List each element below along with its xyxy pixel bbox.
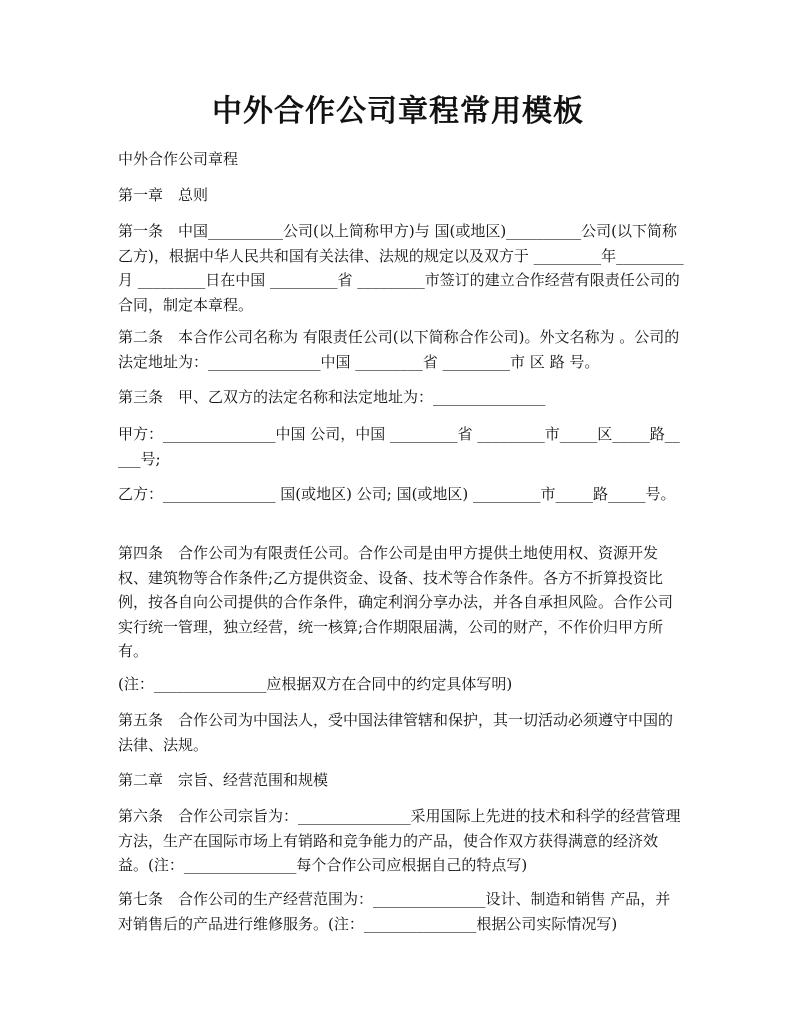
doc-heading: 中外合作公司章程 — [118, 150, 239, 168]
article-paragraph: 第三条 甲、乙双方的法定名称和法定地址为：_______________ — [118, 388, 546, 406]
party-b-paragraph: 乙方：_______________ 国(或地区) 公司; 国(或地区) _________市_____路_____号。 — [118, 485, 676, 503]
article-paragraph: 第二条 本合作公司名称为 有限责任公司(以下简称合作公司)。外文名称为 。公司的法定地址为：_______________中国 _________省 _________市 区 路 号。 — [118, 328, 680, 371]
article-paragraph: 第七条 合作公司的生产经营范围为：_______________设计、制造和销售 产品，并对销售后的产品进行维修服务。(注：_______________根据公司实际情况写) — [118, 890, 671, 933]
document-title: 中外合作公司章程常用模板 — [212, 94, 584, 129]
party-a-paragraph: 甲方：_______________中国 公司，中国 _________省 _________市_____区_____路_____号; — [118, 425, 680, 468]
article-paragraph: 第五条 合作公司为中国法人，受中国法律管辖和保护，其一切活动必须遵守中国的法律、法规。 — [118, 711, 674, 754]
article-paragraph: 第四条 合作公司为有限责任公司。合作公司是由甲方提供土地使用权、资源开发权、建筑物等合作条件;乙方提供资金、设备、技术等合作条件。各方不折算投资比例，按各自向公司提供的合作条件，确定利润分享办法，并各自承担风险。合作公司实行统一管理，独立经营，统一核算;合作期限届满，公司的财产，不作价归甲方所有。 — [118, 544, 674, 660]
chapter-heading: 第一章 总则 — [118, 186, 209, 204]
chapter-heading: 第二章 宗旨、经营范围和规模 — [118, 771, 329, 789]
article-paragraph: 第六条 合作公司宗旨为：_______________采用国际上先进的技术和科学的经营管理方法，生产在国际市场上有销路和竞争能力的产品，使合作双方获得满意的经济效益。(注：_______________每个合作公司应根据自己的特点写) — [118, 807, 681, 874]
note-paragraph: (注：_______________应根据双方在合同中的约定具体写明) — [118, 675, 513, 693]
article-paragraph: 第一条 中国__________公司(以上简称甲方)与 国(或地区)__________公司(以下简称乙方)，根据中华人民共和国有关法律、法规的规定以及双方于 _________年_________月 _________日在中国 _________省 _________市签订的建立合作经营有限责任公司的合同，制定本章程。 — [118, 222, 684, 314]
